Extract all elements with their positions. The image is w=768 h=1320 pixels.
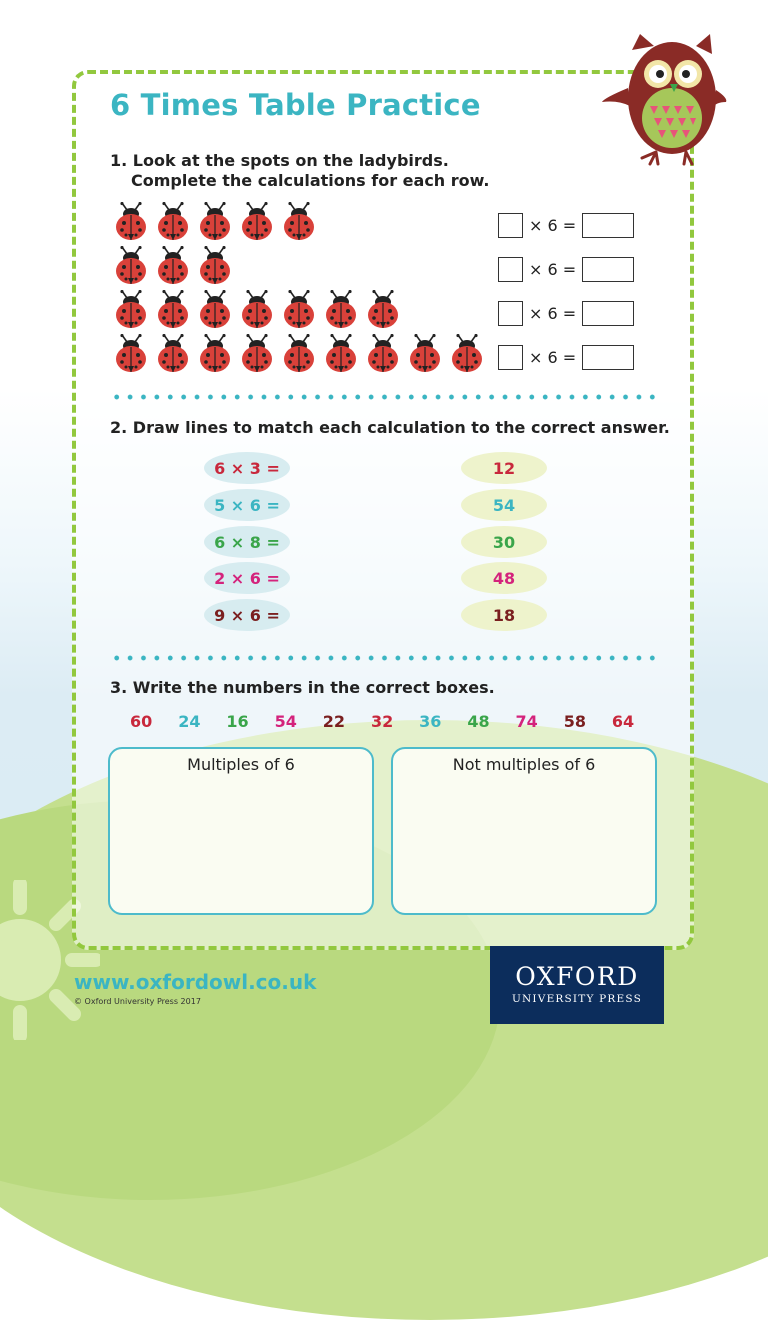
q1-answer-row-3 <box>498 301 634 326</box>
times-six-label: × 6 = <box>529 260 577 279</box>
ladybird-icon <box>114 334 148 374</box>
multiplier-input-box[interactable] <box>498 213 523 238</box>
ladybird-icon <box>282 202 316 242</box>
times-six-label: × 6 = <box>529 348 577 367</box>
product-input-box[interactable] <box>582 345 634 370</box>
ladybird-row <box>114 202 316 242</box>
ladybird-icon <box>282 290 316 330</box>
logo-line-2: UNIVERSITY PRESS <box>512 993 642 1005</box>
number-item[interactable]: 32 <box>370 712 394 731</box>
number-item[interactable]: 74 <box>515 712 538 731</box>
multiples-box-label: Multiples of 6 <box>187 755 295 774</box>
oxford-logo <box>490 946 664 1024</box>
q1-answer-row-1 <box>498 213 634 238</box>
ladybird-row <box>114 246 232 286</box>
ladybird-icon <box>114 290 148 330</box>
product-input-box[interactable] <box>582 257 634 282</box>
ladybird-icon <box>114 202 148 242</box>
product-input-box[interactable] <box>582 213 634 238</box>
times-six-label: × 6 = <box>529 304 577 323</box>
number-item[interactable]: 36 <box>419 712 442 731</box>
question-1 <box>110 151 489 191</box>
answer-oval[interactable]: 48 <box>461 562 547 594</box>
calculation-oval[interactable]: 6 × 3 = <box>204 452 290 484</box>
page-title: 6 Times Table Practice <box>110 88 481 122</box>
ladybird-icon <box>324 334 358 374</box>
dotted-divider <box>110 655 658 661</box>
ladybird-icon <box>450 334 484 374</box>
owl-illustration-icon <box>598 28 730 168</box>
ladybird-icon <box>240 334 274 374</box>
ladybird-icon <box>198 290 232 330</box>
number-item[interactable]: 54 <box>274 712 297 731</box>
ladybird-icon <box>366 290 400 330</box>
ladybird-icon <box>156 246 190 286</box>
number-item[interactable]: 64 <box>611 712 635 731</box>
answer-oval[interactable]: 18 <box>461 599 547 631</box>
website-link[interactable]: www.oxfordowl.co.uk <box>74 970 317 994</box>
ladybird-icon <box>240 290 274 330</box>
question-2-heading: 2. Draw lines to match each calculation to the correct answer. <box>110 418 670 437</box>
question-3-heading: 3. Write the numbers in the correct boxes. <box>110 678 495 697</box>
number-item[interactable]: 60 <box>130 712 153 731</box>
ladybird-icon <box>198 334 232 374</box>
multiplier-input-box[interactable] <box>498 257 523 282</box>
ladybird-icon <box>282 334 316 374</box>
number-item[interactable]: 24 <box>178 712 201 731</box>
answer-oval[interactable]: 54 <box>461 489 547 521</box>
question-1-line-1: 1. Look at the spots on the ladybirds. <box>110 151 449 170</box>
ladybird-icon <box>198 202 232 242</box>
not-multiples-box-label: Not multiples of 6 <box>452 755 596 774</box>
multiplier-input-box[interactable] <box>498 301 523 326</box>
not-multiples-of-6-box[interactable] <box>391 747 657 915</box>
ladybird-icon <box>114 246 148 286</box>
multiplier-input-box[interactable] <box>498 345 523 370</box>
ladybird-row <box>114 334 484 374</box>
number-list <box>130 712 660 731</box>
q1-answer-row-2 <box>498 257 634 282</box>
number-item[interactable]: 48 <box>467 712 490 731</box>
number-item[interactable]: 58 <box>563 712 586 731</box>
question-1-line-2: Complete the calculations for each row. <box>131 171 490 190</box>
number-item[interactable]: 22 <box>322 712 346 731</box>
ladybird-icon <box>324 290 358 330</box>
ladybird-icon <box>408 334 442 374</box>
ladybird-icon <box>156 334 190 374</box>
number-item[interactable]: 16 <box>226 712 249 731</box>
calculation-oval[interactable]: 9 × 6 = <box>204 599 290 631</box>
ladybird-row <box>114 290 400 330</box>
calculation-oval[interactable]: 6 × 8 = <box>204 526 290 558</box>
ladybird-icon <box>198 246 232 286</box>
calculation-oval[interactable]: 5 × 6 = <box>204 489 290 521</box>
ladybird-icon <box>156 202 190 242</box>
logo-line-1: OXFORD <box>515 962 639 991</box>
times-six-label: × 6 = <box>529 216 577 235</box>
answer-oval[interactable]: 12 <box>461 452 547 484</box>
calculation-oval[interactable]: 2 × 6 = <box>204 562 290 594</box>
dotted-divider <box>110 394 658 400</box>
ladybird-icon <box>156 290 190 330</box>
q1-answer-row-4 <box>498 345 634 370</box>
ladybird-icon <box>240 202 274 242</box>
product-input-box[interactable] <box>582 301 634 326</box>
ladybird-icon <box>366 334 400 374</box>
multiples-of-6-box[interactable] <box>108 747 374 915</box>
copyright-text: © Oxford University Press 2017 <box>74 997 201 1006</box>
answer-oval[interactable]: 30 <box>461 526 547 558</box>
